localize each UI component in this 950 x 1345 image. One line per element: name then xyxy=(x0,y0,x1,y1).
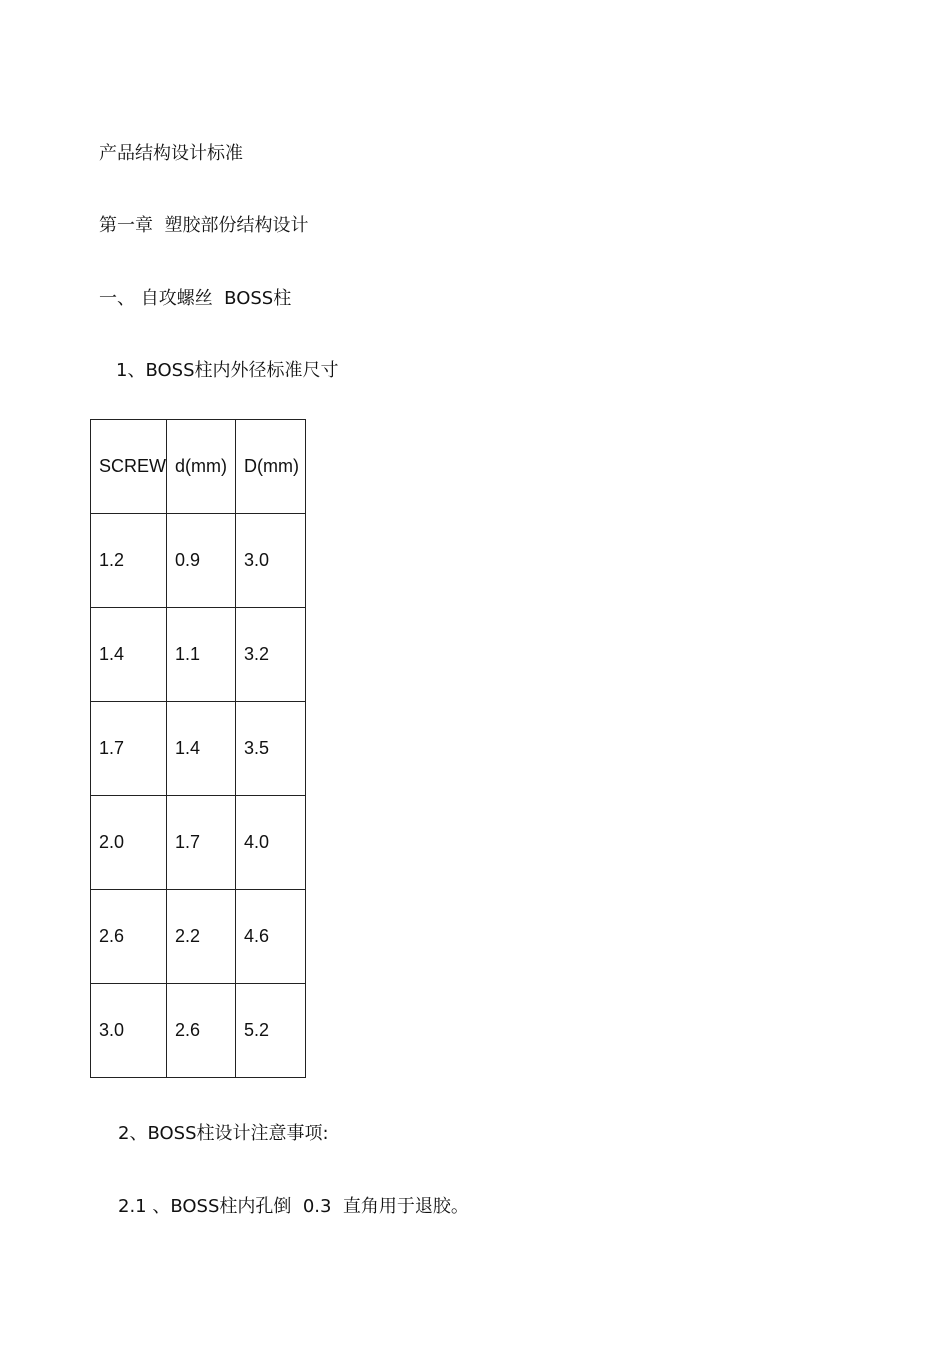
table-cell: 1.4 xyxy=(91,608,167,702)
table-row xyxy=(91,890,306,984)
table-row xyxy=(91,796,306,890)
table-cell: 2.2 xyxy=(167,890,236,984)
subsection-heading-1: 1、BOSS柱内外径标准尺寸 xyxy=(116,360,339,381)
table-cell: 4.6 xyxy=(236,890,306,984)
table-row xyxy=(91,984,306,1078)
table-cell: 4.0 xyxy=(236,796,306,890)
subsection-heading-2: 2、BOSS柱设计注意事项: xyxy=(118,1123,329,1144)
table-cell: 1.7 xyxy=(167,796,236,890)
table-cell: 2.6 xyxy=(91,890,167,984)
table-cell: 0.9 xyxy=(167,514,236,608)
table-row xyxy=(91,608,306,702)
table-cell: 5.2 xyxy=(236,984,306,1078)
table-header-screw: SCREW xyxy=(91,420,167,514)
table-cell: 3.2 xyxy=(236,608,306,702)
table-cell: 1.4 xyxy=(167,702,236,796)
note-2-1: 2.1 、BOSS柱内孔倒 0.3 直角用于退胶。 xyxy=(118,1196,469,1217)
table-row xyxy=(91,514,306,608)
table-cell: 2.0 xyxy=(91,796,167,890)
section-heading: 一、 自攻螺丝 BOSS柱 xyxy=(99,288,292,309)
table-cell: 3.0 xyxy=(236,514,306,608)
table-header-inner-diameter: d(mm) xyxy=(167,420,236,514)
table-header-outer-diameter: D(mm) xyxy=(236,420,306,514)
table-cell: 1.1 xyxy=(167,608,236,702)
table-cell: 2.6 xyxy=(167,984,236,1078)
table-cell: 3.5 xyxy=(236,702,306,796)
document-title: 产品结构设计标准 xyxy=(99,143,243,164)
table-cell: 1.2 xyxy=(91,514,167,608)
table-cell: 3.0 xyxy=(91,984,167,1078)
table-cell: 1.7 xyxy=(91,702,167,796)
table-row xyxy=(91,702,306,796)
table-header-row xyxy=(91,420,306,514)
chapter-heading: 第一章 塑胶部份结构设计 xyxy=(99,215,309,236)
boss-dimension-table xyxy=(90,419,306,1078)
